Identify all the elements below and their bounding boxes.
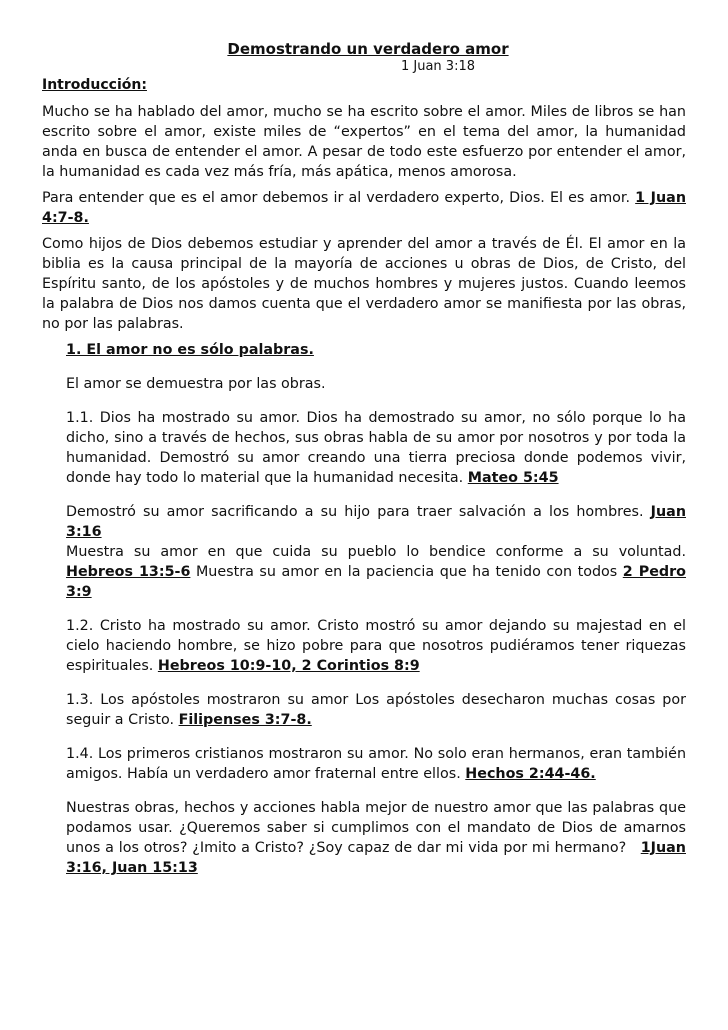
subsection-1-2 xyxy=(66,616,686,676)
subsection-1-4 xyxy=(66,744,686,784)
intro-label: Introducción: xyxy=(42,77,147,93)
section-1-heading: 1. El amor no es sólo palabras. xyxy=(66,342,314,358)
subsection-1-1-sacrifice xyxy=(66,502,686,542)
bible-reference: Juan 3:16 xyxy=(66,504,686,540)
subsection-1-3-text: 1.3. Los apóstoles mostraron su amor Los apóstoles desecharon muchas cosas por seguir a Cristo. xyxy=(66,692,686,728)
section-1 xyxy=(42,340,686,878)
subsection-1-1-text: 1.1. Dios ha mostrado su amor. Dios ha demostrado su amor, no sólo porque lo ha dicho, sino a través de hechos, sus obras habla de su amor por nosotros y por toda la humanidad. Demostró su amor creando una tierra preciosa donde podemos vivir, donde hay todo lo material que la humanidad necesita. xyxy=(66,410,686,486)
intro-paragraph-1: Mucho se ha hablado del amor, mucho se ha escrito sobre el amor. Miles de libros se han escrito sobre el amor, existe miles de “expertos” en el tema del amor, la humanidad anda en busca de entender el amor. A pesar de todo este esfuerzo por entender el amor, la humanidad es cada vez más fría, más apática, menos amorosa. xyxy=(42,104,686,180)
bible-reference: Hebreos 13:5-6 xyxy=(66,564,191,580)
subsection-1-1-care-text: Muestra su amor en que cuida su pueblo lo bendice conforme a su voluntad. xyxy=(66,544,686,560)
intro-paragraph-2-text: Para entender que es el amor debemos ir al verdadero experto, Dios. El es amor. xyxy=(42,190,631,206)
document-page xyxy=(42,40,686,878)
bible-reference: 1 Juan 4:7-8. xyxy=(42,190,687,226)
subsection-1-2-text: 1.2. Cristo ha mostrado su amor. Cristo mostró su amor dejando su majestad en el cielo haciendo hombre, se hizo pobre para que nosotros pudiéramos tener riquezas espirituales. xyxy=(66,618,686,674)
document-subtitle: 1 Juan 3:18 xyxy=(400,59,475,74)
intro-paragraph-2 xyxy=(42,188,686,228)
bible-reference: Mateo 5:45 xyxy=(467,470,559,486)
bible-reference: Hechos 2:44-46. xyxy=(465,766,596,782)
subsection-1-1-care xyxy=(66,542,686,602)
subsection-1-1-sacrifice-text: Demostró su amor sacrificando a su hijo para traer salvación a los hombres. xyxy=(66,504,644,520)
closing-text: Nuestras obras, hechos y acciones habla mejor de nuestro amor que las palabras que podamos usar. ¿Queremos saber si cumplimos con el mandato de Dios de amarnos unos a los otros? ¿Imito a Cristo? ¿Soy capaz de dar mi vida por mi hermano? xyxy=(66,800,686,856)
intro-paragraph-3: Como hijos de Dios debemos estudiar y aprender del amor a través de Él. El amor en la biblia es la causa principal de la mayoría de acciones u obras de Dios, de Cristo, del Espíritu santo, de los apóstoles y de muchos hombres y mujeres justos. Cuando leemos la palabra de Dios nos damos cuenta que el verdadero amor se manifiesta por las obras, no por las palabras. xyxy=(42,236,686,332)
subsection-1-1-patience-text: Muestra su amor en la paciencia que ha tenido con todos xyxy=(195,564,618,580)
bible-reference: Hebreos 10:9-10, 2 Corintios 8:9 xyxy=(157,658,420,674)
bible-reference: Filipenses 3:7-8. xyxy=(178,712,312,728)
document-title: Demostrando un verdadero amor xyxy=(227,40,509,58)
subsection-1-3 xyxy=(66,690,686,730)
bible-reference: 2 Pedro 3:9 xyxy=(66,564,686,600)
bible-reference: 1Juan 3:16, Juan 15:13 xyxy=(66,840,686,876)
closing-paragraph xyxy=(66,798,686,878)
section-1-lead: El amor se demuestra por las obras. xyxy=(66,376,326,392)
subsection-1-4-text: 1.4. Los primeros cristianos mostraron su amor. No solo eran hermanos, eran también amigos. Había un verdadero amor fraternal entre ellos. xyxy=(66,746,686,782)
subsection-1-1 xyxy=(66,408,686,488)
